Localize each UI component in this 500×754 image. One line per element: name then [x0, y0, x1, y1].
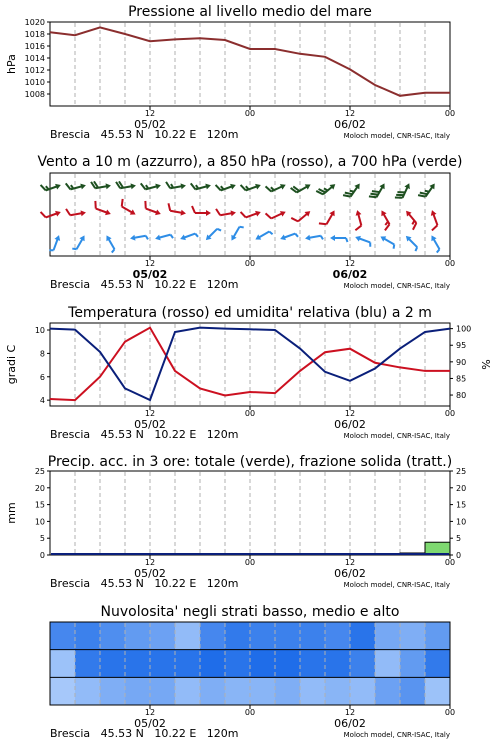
cloud-cell [150, 622, 176, 650]
barb-head [354, 234, 361, 241]
cloud-cell [100, 622, 126, 650]
barb-flag [119, 199, 125, 207]
date-label: 05/02 [134, 118, 166, 131]
barb-flag [143, 201, 148, 209]
location-label: Brescia 45.53 N 10.22 E 120m [50, 428, 239, 441]
barb-head [254, 234, 261, 242]
x-tick-label: 00 [444, 109, 456, 118]
location-label: Brescia 45.53 N 10.22 E 120m [50, 128, 239, 141]
x-tick-label: 00 [244, 558, 256, 567]
x-tick-label: 00 [244, 259, 256, 268]
barb-flag [66, 183, 71, 191]
wind-barb [91, 179, 111, 192]
barb-flag [241, 184, 246, 192]
cloud-cell [275, 622, 301, 650]
barb-half [350, 189, 354, 193]
barb-half [171, 234, 173, 238]
wind-barb [266, 178, 287, 195]
barb-half [369, 242, 372, 246]
x-tick-label: 00 [444, 409, 456, 418]
y2-tick-label: 0 [456, 551, 462, 560]
barb-half [346, 238, 348, 242]
barb-half [436, 249, 440, 252]
barb-head [131, 183, 137, 190]
cloud-cell [300, 650, 326, 678]
date-label: 06/02 [334, 567, 366, 580]
cloud-cell [325, 677, 351, 705]
cloud-cell [125, 650, 151, 678]
cloud-cell [200, 650, 226, 678]
barb-half [240, 225, 244, 228]
barb-head [205, 182, 211, 189]
cloud-cell [75, 677, 101, 705]
barb-flag [191, 183, 196, 191]
barb-half [425, 189, 429, 193]
date-label: 05/02 [134, 567, 166, 580]
chart-title: Vento a 10 m (azzurro), a 850 hPa (rosso), a 700 hPa (verde) [37, 154, 463, 170]
wind-barb [116, 179, 136, 192]
y-tick-label: 20 [34, 483, 45, 493]
cloud-cell [150, 650, 176, 678]
barb-head [181, 183, 187, 190]
barb-flag [266, 185, 272, 193]
cloud-cell [75, 622, 101, 650]
barb-head [280, 209, 287, 217]
model-credit: Moloch model, CNR-ISAC, Italy [343, 282, 450, 290]
wind-barb [130, 233, 148, 243]
wind-barb [49, 234, 62, 253]
wind-barb [316, 179, 337, 199]
barb-head [305, 182, 312, 190]
wind-barb [241, 178, 262, 194]
wind-barb [92, 201, 113, 217]
barb-head [429, 234, 437, 241]
cloud-cell [375, 622, 401, 650]
cloud-cell [200, 622, 226, 650]
cloud-cell [225, 622, 251, 650]
barb-head [130, 235, 136, 242]
barb-head [181, 210, 187, 217]
cloud-cell [50, 650, 76, 678]
y-axis-label: hPa [5, 54, 18, 74]
wind-barb [378, 234, 397, 249]
barb-head [106, 183, 112, 190]
barb-head [329, 209, 337, 216]
wind-barb [319, 207, 337, 228]
model-credit: Moloch model, CNR-ISAC, Italy [343, 132, 450, 140]
barb-head [179, 234, 186, 241]
barb-head [279, 234, 286, 241]
cloud-cell [225, 677, 251, 705]
barb-head [404, 182, 412, 189]
y2-tick-label: 25 [456, 467, 467, 476]
barb-head [379, 182, 387, 189]
barb-flag [241, 211, 246, 219]
chart-title: Nuvolosita' negli strati basso, medio e alto [100, 604, 400, 620]
wind-barb [418, 180, 437, 201]
wind-barb [428, 234, 443, 253]
y-axis-label: mm [5, 502, 18, 524]
wind-barb [254, 228, 273, 243]
y-tick-label: 1014 [24, 54, 45, 63]
x-tick-label: 12 [344, 409, 356, 418]
y-tick-label: 1018 [24, 30, 45, 39]
x-tick-label: 00 [444, 259, 456, 268]
barb-half [146, 235, 148, 239]
wind-barb [167, 203, 187, 216]
barb-half [111, 249, 115, 252]
barb-flag [41, 184, 46, 192]
barb-head [55, 182, 62, 189]
cloud-cell [175, 622, 201, 650]
barb-half [321, 235, 323, 239]
wind-barb [118, 199, 139, 217]
y-tick-label: 1020 [24, 18, 45, 27]
y-tick-label: 0 [39, 551, 45, 560]
barb-flag [166, 181, 170, 188]
x-tick-label: 12 [144, 558, 156, 567]
barb-half [295, 233, 298, 237]
barb-half [49, 249, 53, 252]
wind-barb [425, 209, 441, 230]
cloud-cell [425, 677, 451, 705]
barb-half [269, 231, 272, 235]
barb-head [229, 235, 237, 242]
y2-tick-label: 5 [456, 534, 462, 544]
cloud-cell [300, 622, 326, 650]
cloud-cell [250, 622, 276, 650]
location-label: Brescia 45.53 N 10.22 E 120m [50, 278, 239, 291]
barb-head [231, 210, 237, 217]
date-label: 05/02 [134, 717, 166, 730]
model-credit: Moloch model, CNR-ISAC, Italy [343, 581, 450, 589]
date-label: 06/02 [334, 118, 366, 131]
cloud-cell [275, 650, 301, 678]
wind-barb [279, 230, 298, 243]
cloud-cell [425, 622, 451, 650]
cloud-cell [325, 650, 351, 678]
barb-head [54, 234, 61, 241]
cloud-cell [150, 677, 176, 705]
barb-flag [93, 201, 98, 209]
barb-head [104, 234, 112, 241]
x-tick-label: 00 [444, 558, 456, 567]
x-tick-label: 12 [144, 708, 156, 717]
barb-flag [141, 183, 146, 191]
barb-flag [266, 212, 272, 220]
barb-head [379, 234, 386, 242]
y-axis-label: gradi C [5, 344, 18, 385]
wind-barb [330, 235, 348, 242]
barb-head [105, 209, 112, 216]
barb-head [79, 234, 87, 241]
wind-barb [241, 205, 262, 221]
cloud-cell [350, 622, 376, 650]
x-tick-label: 12 [144, 259, 156, 268]
cloud-cell [325, 622, 351, 650]
wind-barb [369, 180, 387, 201]
barb-head [354, 209, 361, 215]
barb-head [81, 210, 87, 217]
barb-flag [41, 211, 46, 219]
model-credit: Moloch model, CNR-ISAC, Italy [343, 731, 450, 739]
x-tick-label: 12 [344, 708, 356, 717]
date-label: 06/02 [334, 418, 366, 431]
plot-frame [50, 323, 450, 406]
barb-head [130, 209, 137, 217]
wind-barb [343, 180, 362, 201]
wind-barb [395, 180, 412, 201]
x-tick-label: 00 [244, 109, 256, 118]
cloud-cell [75, 650, 101, 678]
cloud-cell [375, 677, 401, 705]
x-tick-label: 00 [444, 708, 456, 717]
barb-head [330, 235, 335, 241]
y-tick-label: 1010 [24, 78, 45, 87]
y2-tick-label: 10 [456, 517, 467, 527]
wind-barb [66, 206, 86, 219]
wind-barb [142, 201, 163, 217]
cloud-cell [225, 650, 251, 678]
wind-barb [66, 178, 87, 193]
y-tick-label: 25 [34, 467, 45, 476]
y2-tick-label: 80 [456, 391, 467, 401]
chart-title: Precip. acc. in 3 ore: totale (verde), frazione solida (tratt.) [47, 454, 453, 470]
barb-head [155, 182, 161, 189]
wind-barb [229, 224, 244, 243]
barb-head [280, 182, 287, 190]
date-label: 06/02 [334, 717, 366, 730]
location-label: Brescia 45.53 N 10.22 E 120m [50, 727, 239, 740]
cloud-cell [350, 677, 376, 705]
barb-flag [383, 224, 391, 230]
cloud-cell [125, 622, 151, 650]
wind-barb [191, 178, 212, 193]
y-tick-label: 1016 [24, 42, 45, 51]
wind-barb [204, 226, 221, 243]
barb-half [217, 228, 221, 232]
wind-barb [291, 178, 312, 196]
date-label: 05/02 [134, 418, 166, 431]
y2-axis-label: % [480, 359, 493, 370]
cloud-cell [400, 677, 426, 705]
y2-tick-label: 90 [456, 357, 467, 367]
barb-head [429, 209, 436, 216]
barb-head [230, 182, 237, 189]
barb-flag [291, 216, 298, 223]
cloud-cell [100, 677, 126, 705]
x-tick-label: 12 [344, 259, 356, 268]
y-tick-label: 8 [39, 349, 45, 359]
wind-barb [401, 209, 421, 230]
wind-barb [266, 205, 287, 222]
wind-barb [354, 234, 373, 247]
x-tick-label: 12 [344, 558, 356, 567]
barb-head [155, 209, 162, 216]
wind-barb [192, 206, 211, 216]
date-label: 06/02 [332, 268, 368, 281]
wind-barb [72, 233, 87, 252]
cloud-cell [100, 650, 126, 678]
barb-flag [431, 225, 439, 230]
barb-head [206, 210, 211, 216]
wind-barb [154, 231, 173, 242]
wind-barb [41, 205, 62, 221]
wind-barb [305, 233, 323, 243]
chart-title: Pressione al livello medio del mare [128, 4, 372, 20]
barb-head [379, 209, 387, 216]
cloud-cell [200, 677, 226, 705]
cloud-cell [50, 622, 76, 650]
barb-half [414, 247, 418, 251]
wind-barb [291, 206, 312, 226]
wind-barb [41, 178, 62, 194]
y-tick-label: 1012 [24, 66, 45, 75]
wind-barb [141, 178, 162, 193]
cloud-cell [350, 650, 376, 678]
x-tick-label: 12 [144, 109, 156, 118]
wind-barb [350, 209, 365, 230]
cloud-cell [250, 677, 276, 705]
x-tick-label: 12 [144, 409, 156, 418]
date-label: 05/02 [132, 268, 168, 281]
x-tick-label: 00 [244, 409, 256, 418]
y-tick-label: 4 [39, 396, 45, 406]
barb-flag [66, 208, 70, 215]
barb-half [195, 233, 198, 237]
y2-tick-label: 95 [456, 341, 467, 351]
wind-barb [403, 234, 420, 251]
wind-barb [103, 234, 118, 253]
wind-barb [375, 209, 393, 230]
wind-barb [216, 178, 237, 194]
y-tick-label: 5 [39, 534, 45, 544]
cloud-cell [375, 650, 401, 678]
cloud-cell [400, 622, 426, 650]
y2-tick-label: 100 [456, 324, 472, 334]
y-tick-label: 10 [34, 326, 45, 336]
y2-tick-label: 85 [456, 374, 467, 384]
barb-flag [167, 203, 171, 210]
cloud-cell [175, 650, 201, 678]
location-label: Brescia 45.53 N 10.22 E 120m [50, 577, 239, 590]
model-credit: Moloch model, CNR-ISAC, Italy [343, 432, 450, 440]
cloud-cell [250, 650, 276, 678]
barb-head [255, 182, 262, 189]
wind-barb [216, 206, 236, 219]
x-tick-label: 12 [344, 109, 356, 118]
y2-tick-label: 15 [456, 500, 467, 510]
barb-half [392, 245, 395, 249]
y-tick-label: 15 [34, 500, 45, 510]
cloud-cell [175, 677, 201, 705]
barb-head [255, 209, 262, 216]
cloud-cell [125, 677, 151, 705]
y-tick-label: 1008 [24, 90, 45, 99]
chart-title: Temperatura (rosso) ed umidita' relativa (blu) a 2 m [68, 305, 432, 321]
cloud-cell [300, 677, 326, 705]
barb-flag [192, 206, 195, 213]
cloud-cell [425, 650, 451, 678]
wind-barb [166, 179, 186, 192]
barb-flag [216, 184, 221, 192]
cloud-cell [400, 650, 426, 678]
barb-flag [216, 208, 220, 215]
cloud-cell [275, 677, 301, 705]
barb-head [305, 235, 311, 242]
y-tick-label: 10 [34, 517, 45, 527]
barb-flag [355, 226, 363, 231]
wind-barb [179, 230, 198, 243]
cloud-cell [50, 677, 76, 705]
barb-head [55, 209, 62, 216]
y-tick-label: 6 [39, 372, 45, 382]
y2-tick-label: 20 [456, 483, 467, 493]
barb-head [80, 182, 86, 189]
x-tick-label: 00 [244, 708, 256, 717]
barb-half [72, 247, 76, 250]
barb-head [154, 235, 160, 242]
